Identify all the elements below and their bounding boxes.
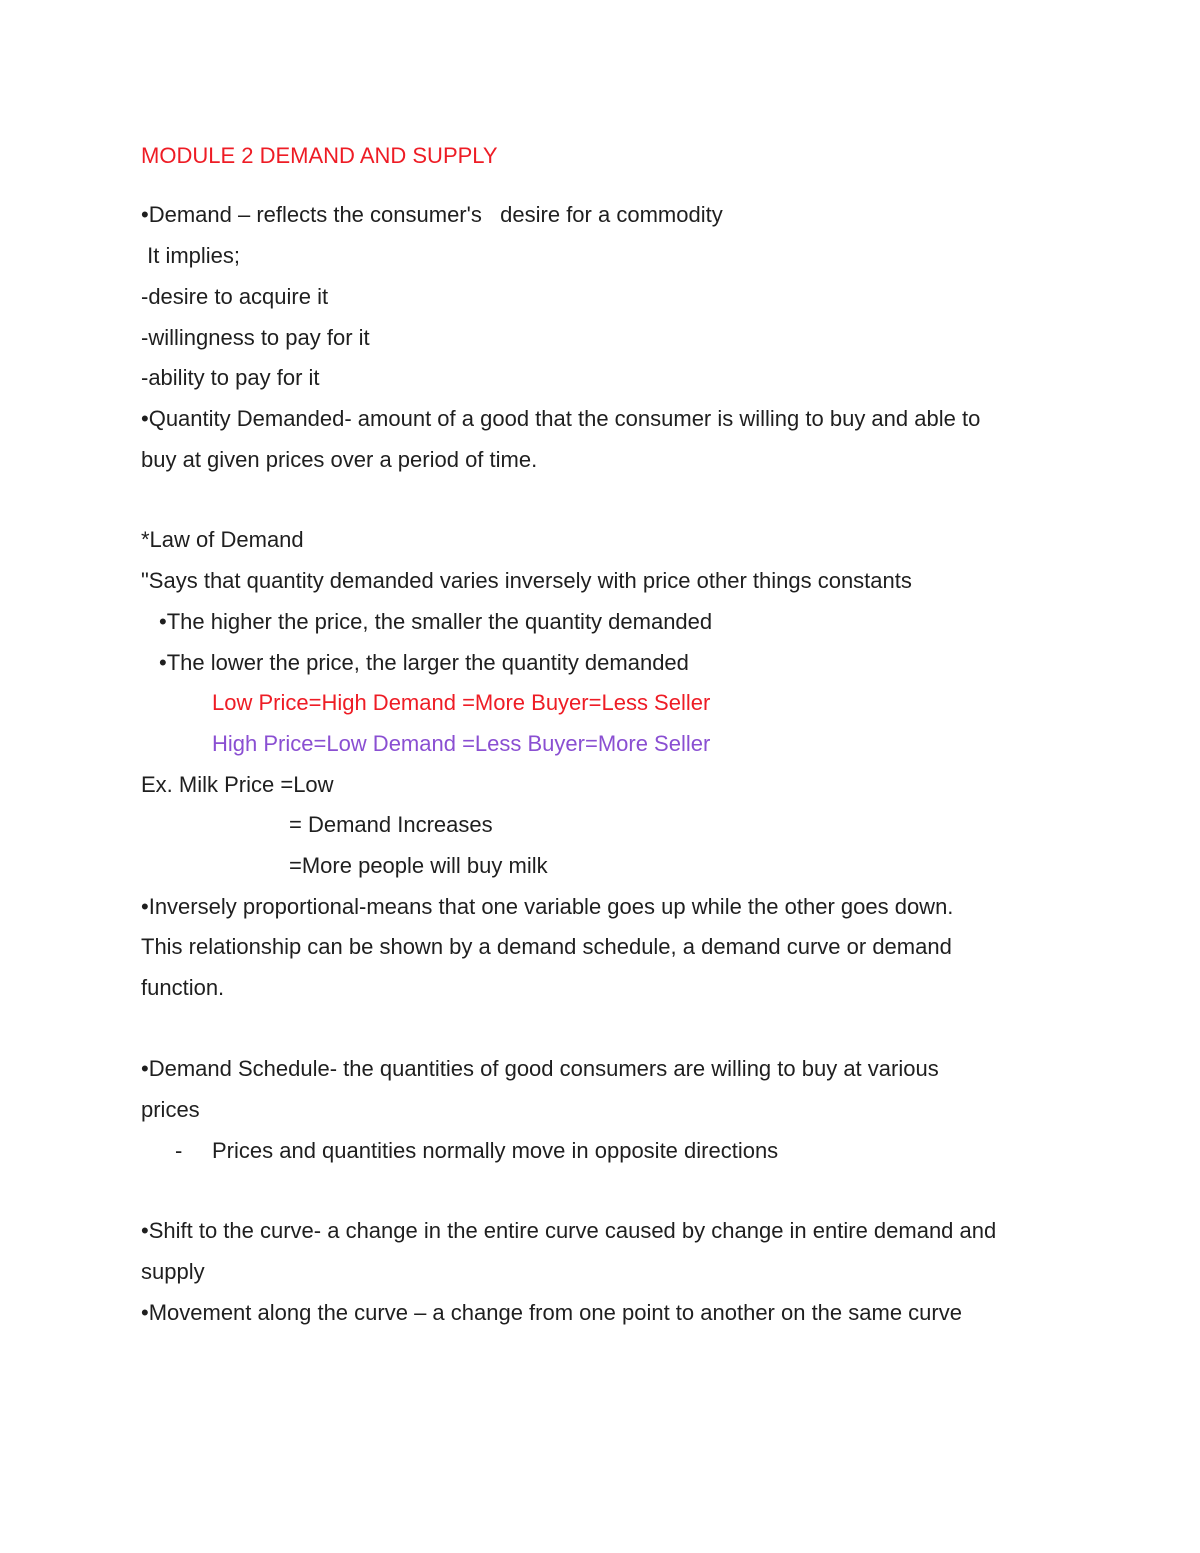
text-line: -ability to pay for it — [141, 365, 320, 390]
example-line: =More people will buy milk — [289, 853, 548, 878]
text-line: •Shift to the curve- a change in the entire curve caused by change in entire demand and — [141, 1218, 997, 1243]
text-line: "Says that quantity demanded varies inversely with price other things constants — [141, 568, 912, 593]
example-line: Ex. Milk Price =Low — [141, 772, 334, 797]
bullet-item: •The lower the price, the larger the quantity demanded — [159, 650, 689, 675]
text-line: function. — [141, 975, 225, 1000]
text-line: -desire to acquire it — [141, 284, 329, 309]
text-line: buy at given prices over a period of time. — [141, 447, 538, 472]
text-line: supply — [141, 1259, 205, 1284]
text-line: •Movement along the curve – a change from one point to another on the same curve — [141, 1300, 962, 1325]
highlight-line-purple: High Price=Low Demand =Less Buyer=More Seller — [212, 731, 711, 756]
text-line: •Demand Schedule- the quantities of good consumers are willing to buy at various — [141, 1056, 939, 1081]
text-line: This relationship can be shown by a demand schedule, a demand curve or demand — [141, 934, 952, 959]
dash-item: Prices and quantities normally move in opposite directions — [212, 1138, 779, 1163]
text-line: •Quantity Demanded- amount of a good that the consumer is willing to buy and able to — [141, 406, 981, 431]
text-line: prices — [141, 1097, 200, 1122]
page-title: MODULE 2 DEMAND AND SUPPLY — [141, 143, 498, 168]
text-line: •Inversely proportional-means that one variable goes up while the other goes down. — [141, 894, 954, 919]
text-line: -willingness to pay for it — [141, 325, 370, 350]
text-line: •Demand – reflects the consumer's desire for a commodity — [141, 202, 723, 227]
highlight-line-red: Low Price=High Demand =More Buyer=Less Seller — [212, 690, 711, 715]
bullet-item: •The higher the price, the smaller the quantity demanded — [159, 609, 713, 634]
section-heading: *Law of Demand — [141, 527, 304, 552]
text-line: It implies; — [141, 243, 241, 268]
example-line: = Demand Increases — [289, 812, 493, 837]
dash-marker: - — [175, 1138, 183, 1163]
